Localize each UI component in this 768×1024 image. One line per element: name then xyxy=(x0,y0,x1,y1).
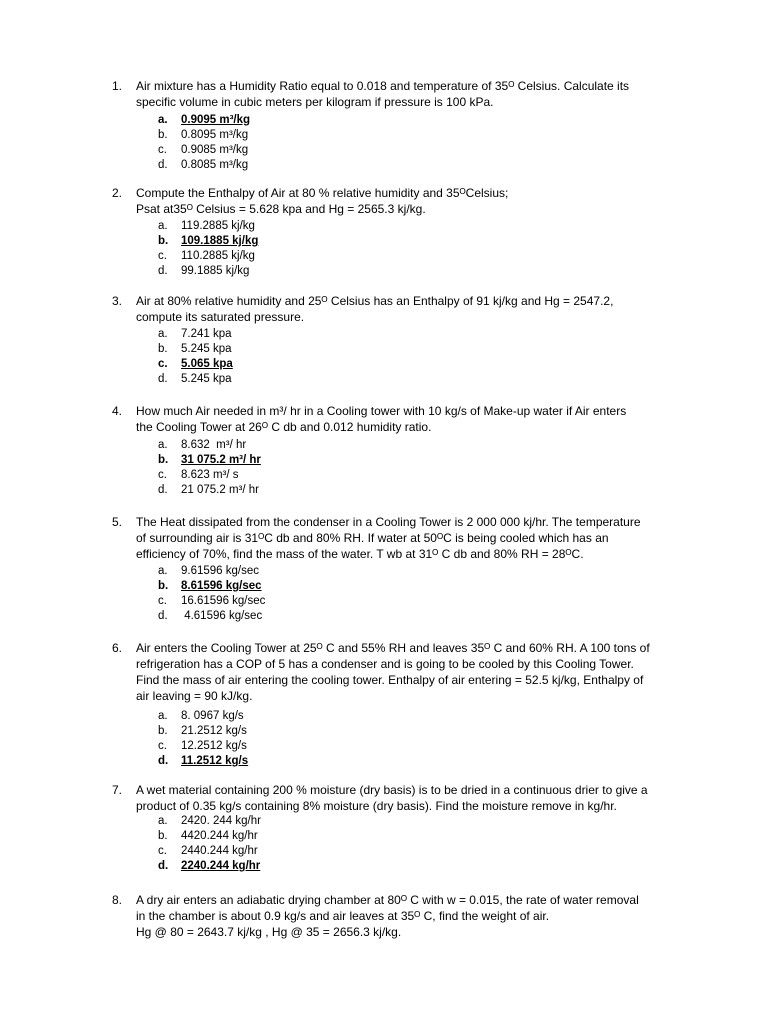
question-text-line: The Heat dissipated from the condenser in a Cooling Tower is 2 000 000 kj/hr. The temperature xyxy=(136,515,641,529)
answer-option xyxy=(0,372,768,387)
answer-option xyxy=(0,438,768,453)
option-letter: b. xyxy=(158,343,168,355)
answer-options xyxy=(0,709,768,769)
question-text-line: air leaving = 90 kJ/kg. xyxy=(136,689,253,703)
option-value: 21.2512 kg/s xyxy=(181,725,247,737)
option-letter: b. xyxy=(158,725,168,737)
option-value: 31 075.2 m³/ hr xyxy=(181,454,261,466)
question-number: 2. xyxy=(112,186,123,200)
answer-options xyxy=(0,327,768,387)
answer-option xyxy=(0,143,768,158)
option-letter: b. xyxy=(158,580,169,592)
answer-option-correct xyxy=(0,113,768,128)
option-letter: a. xyxy=(158,815,168,827)
option-value: 11.2512 kg/s xyxy=(181,755,249,767)
answer-option xyxy=(0,594,768,609)
question-text-line: product of 0.35 kg/s containing 8% moisture (dry basis). Find the moisture remove in kg/hr. xyxy=(136,799,617,813)
answer-option xyxy=(0,829,768,844)
question-text-line: the Cooling Tower at 26ᴼ C db and 0.012 humidity ratio. xyxy=(136,420,432,434)
option-value: 110.2885 kj/kg xyxy=(181,250,255,262)
answer-options xyxy=(0,219,768,279)
option-letter: a. xyxy=(158,328,168,340)
question-text xyxy=(136,78,684,110)
option-letter: d. xyxy=(158,159,168,171)
option-value: 8.61596 kg/sec xyxy=(181,580,262,592)
option-value: 8.632 m³/ hr xyxy=(181,439,247,451)
option-value: 0.9095 m³/kg xyxy=(181,114,251,126)
answer-option xyxy=(0,709,768,724)
option-value: 0.8085 m³/kg xyxy=(181,159,249,171)
option-letter: a. xyxy=(158,710,168,722)
option-letter: c. xyxy=(158,144,167,156)
option-value: 109.1885 kj/kg xyxy=(181,235,259,247)
option-letter: c. xyxy=(158,740,167,752)
question-text-line: refrigeration has a COP of 5 has a condenser and is going to be cooled by this Cooling Tower. xyxy=(136,657,634,671)
option-value: 99.1885 kj/kg xyxy=(181,265,250,277)
answer-option xyxy=(0,249,768,264)
answer-option xyxy=(0,468,768,483)
option-value: 16.61596 kg/sec xyxy=(181,595,266,607)
option-value: 4.61596 kg/sec xyxy=(181,610,263,622)
answer-option xyxy=(0,564,768,579)
question-text-line: Air at 80% relative humidity and 25ᴼ Celsius has an Enthalpy of 91 kj/kg and Hg = 2547.2, xyxy=(136,294,614,308)
answer-option xyxy=(0,158,768,173)
question-text-line: compute its saturated pressure. xyxy=(136,310,305,324)
question-text-line: Air enters the Cooling Tower at 25ᴼ C and 55% RH and leaves 35ᴼ C and 60% RH. A 100 tons of xyxy=(136,641,650,655)
question-number: 7. xyxy=(112,783,123,797)
option-value: 8. 0967 kg/s xyxy=(181,710,244,722)
option-value: 4420.244 kg/hr xyxy=(181,830,258,842)
option-letter: d. xyxy=(158,755,169,767)
answer-options xyxy=(0,113,768,173)
question-text xyxy=(136,293,684,325)
answer-option-correct xyxy=(0,754,768,769)
option-letter: b. xyxy=(158,454,169,466)
question-number: 4. xyxy=(112,404,123,418)
question-text-line: Find the mass of air entering the cooling tower. Enthalpy of air entering = 52.5 kj/kg, Enthalpy of xyxy=(136,673,644,687)
option-letter: d. xyxy=(158,860,169,872)
question-text-line: specific volume in cubic meters per kilogram if pressure is 100 kPa. xyxy=(136,95,494,109)
question-number: 5. xyxy=(112,515,123,529)
option-value: 5.065 kpa xyxy=(181,358,233,370)
answer-option-correct xyxy=(0,234,768,249)
option-value: 5.245 kpa xyxy=(181,373,232,385)
option-letter: d. xyxy=(158,373,168,385)
answer-option-correct xyxy=(0,579,768,594)
option-value: 119.2885 kj/kg xyxy=(181,220,255,232)
option-letter: b. xyxy=(158,129,168,141)
answer-option xyxy=(0,609,768,624)
option-letter: a. xyxy=(158,220,168,232)
question-text xyxy=(136,514,684,562)
question-number: 8. xyxy=(112,893,123,907)
option-letter: c. xyxy=(158,358,168,370)
option-value: 2440.244 kg/hr xyxy=(181,845,258,857)
option-letter: c. xyxy=(158,845,167,857)
answer-option-correct xyxy=(0,859,768,874)
question-text-line: Hg @ 80 = 2643.7 kj/kg , Hg @ 35 = 2656.3 kj/kg. xyxy=(136,925,402,939)
option-value: 8.623 m³/ s xyxy=(181,469,239,481)
option-value: 2420. 244 kg/hr xyxy=(181,815,261,827)
option-value: 21 075.2 m³/ hr xyxy=(181,484,259,496)
answer-option-correct xyxy=(0,453,768,468)
question-text-line: of surrounding air is 31ᴼC db and 80% RH. If water at 50ᴼC is being cooled which has an xyxy=(136,531,609,545)
option-letter: d. xyxy=(158,265,168,277)
question-number: 3. xyxy=(112,294,123,308)
option-letter: b. xyxy=(158,830,168,842)
answer-option xyxy=(0,264,768,279)
question-text-line: Compute the Enthalpy of Air at 80 % relative humidity and 35ᴼCelsius; xyxy=(136,186,509,200)
option-value: 7.241 kpa xyxy=(181,328,232,340)
answer-options xyxy=(0,564,768,624)
option-value: 12.2512 kg/s xyxy=(181,740,247,752)
answer-option xyxy=(0,342,768,357)
question-text-line: Air mixture has a Humidity Ratio equal to 0.018 and temperature of 35ᴼ Celsius. Calculate its xyxy=(136,79,630,93)
option-letter: d. xyxy=(158,610,168,622)
answer-options xyxy=(0,438,768,498)
option-letter: d. xyxy=(158,484,168,496)
answer-option xyxy=(0,327,768,342)
question-number: 1. xyxy=(112,79,123,93)
answer-option xyxy=(0,128,768,143)
question-text xyxy=(136,185,684,217)
question-text-line: How much Air needed in m³/ hr in a Cooling tower with 10 kg/s of Make-up water if Air enters xyxy=(136,404,627,418)
answer-option xyxy=(0,219,768,234)
question-text xyxy=(136,640,684,704)
option-value: 0.9085 m³/kg xyxy=(181,144,249,156)
option-letter: c. xyxy=(158,250,167,262)
option-value: 0.8095 m³/kg xyxy=(181,129,249,141)
question-text xyxy=(136,782,684,814)
option-letter: c. xyxy=(158,469,167,481)
option-letter: a. xyxy=(158,439,168,451)
question-text-line: in the chamber is about 0.9 kg/s and air leaves at 35ᴼ C, find the weight of air. xyxy=(136,909,550,923)
question-text-line: Psat at35ᴼ Celsius = 5.628 kpa and Hg = 2565.3 kj/kg. xyxy=(136,202,426,216)
question-text xyxy=(136,892,684,940)
answer-option xyxy=(0,814,768,829)
question-number: 6. xyxy=(112,641,123,655)
answer-option xyxy=(0,724,768,739)
question-text xyxy=(136,403,684,435)
answer-option xyxy=(0,483,768,498)
question-text-line: A dry air enters an adiabatic drying chamber at 80ᴼ C with w = 0.015, the rate of water removal xyxy=(136,893,639,907)
option-letter: c. xyxy=(158,595,167,607)
answer-option xyxy=(0,739,768,754)
option-value: 2240.244 kg/hr xyxy=(181,860,261,872)
option-value: 5.245 kpa xyxy=(181,343,232,355)
option-letter: a. xyxy=(158,565,168,577)
option-letter: a. xyxy=(158,114,168,126)
question-text-line: efficiency of 70%, find the mass of the water. T wb at 31ᴼ C db and 80% RH = 28ᴼC. xyxy=(136,547,584,561)
question-text-line: A wet material containing 200 % moisture (dry basis) is to be dried in a continuous drier to give a xyxy=(136,783,648,797)
option-letter: b. xyxy=(158,235,169,247)
option-value: 9.61596 kg/sec xyxy=(181,565,260,577)
answer-options xyxy=(0,814,768,874)
answer-option-correct xyxy=(0,357,768,372)
answer-option xyxy=(0,844,768,859)
